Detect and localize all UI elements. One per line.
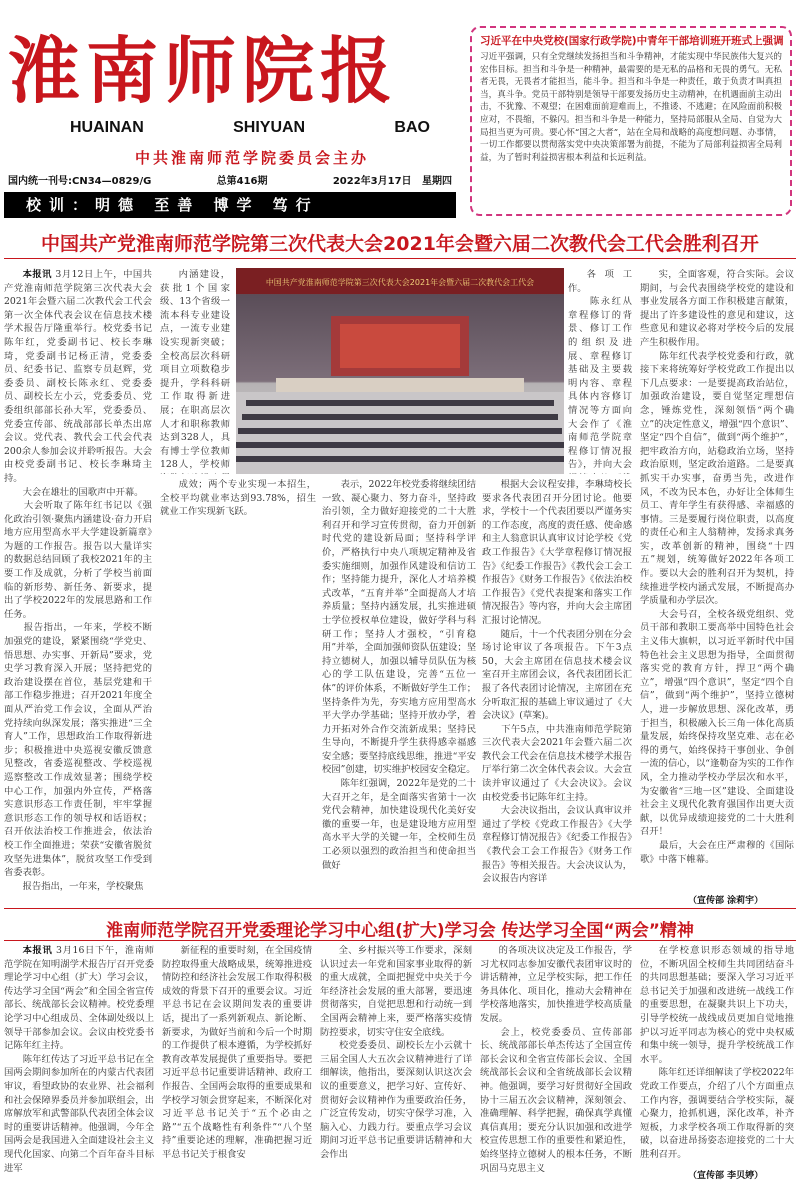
article2-headline: 淮南师范学院召开党委理论学习中心组(扩大)学习会 传达学习全国“两会”精神: [106, 921, 694, 941]
article-text: 3月12日上午，中国共产党淮南师范学院第三次代表大会2021年会暨六届二次教代会工代会第一次全体代表会议在信息技术楼学术报告厅隆重举行。校党委书记陈年红，党委副书记、校长李琳琦，党委副书记杨正清，党委委员、纪委书记、监察专员赵辉，党委委员、副校长陈永红、党委委员、副校长左小云，党委委员、党委组织部部长孙大军，党委委员、党委宣传部、统战部部长单杰出席会议。党代表、教代会工代会代表200余人参加会议并聆听报告。大会由校党委副书记、校长李琳琦主持。 大会在雄壮的国歌声中开幕。 大会听取了陈年红书记以《强化政治引领·聚焦内涵建设·奋力开启地方应用型高水平大学建设新篇章》为题的工作报告。报告以大量详实的数据总结回顾了我校2021年的主要工作及成就，分析了学校当前面临的新形势、新任务、新要求，提出了学校2022年的发展思路和工作任务。 报告指出，一年来，学校不断加强党的建设，紧紧围绕“学党史、悟思想、办实事、开新局”要求，党史学习教育深入开展；坚持把党的政治建设摆在首位，基层党建和干部工作稳步推进；召开2021年度全面从严治党工作会议，全面从严治党持续向纵深发展；落实推进“三全育人”工作，思想政治工作取得新进步；积极推进中央巡视安徽反馈意见整改，省委巡视整改、学校巡视巡察整改工作成效显著；围绕学校中心工作，加强内外宣传，严格落实意识形态工作责任制，牢牢掌握意识形态工作的领导权和话语权；召开依法治校工作推进会，依法治校工作全面推进；荣获“安徽省脱贫攻坚先进集体”，脱贫攻坚工作受到省委表彰。 报告指出，一年来，学校聚焦: [4, 269, 152, 892]
conference-photo: [236, 268, 564, 474]
article-text: 3月16日下午，淮南师范学院在知明湖学术报告厅召开党委理论学习中心组（扩大）学习会议，传达学习全国“两会”和全国全省宣传部长、统战部长会议精神。校党委理论学习中心组成员、全体副处级以上领导干部参加会议。会议由校党委书记陈年红主持。 陈年红传达了习近平总书记在全国两会期间参加所在的内蒙古代表团审议，看望政协的农业界、社会福利和社会保障界委员并参加联组会，出席解放军和武警部队代表团全体会议时的重要讲话精神。他强调，今年全国两会是我国进入全面建设社会主义现代化国家、向第二个百年奋斗目标进军: [4, 945, 154, 1174]
pinyin-word: HUAINAN: [70, 119, 144, 136]
feature-box: [470, 26, 792, 216]
article-text: 的各项决议决定及工作报告，学习尤权同志参加安徽代表团审议时的讲话精神，立足学校实际，把工作任务具体化、项目化，推动大会精神在学校落地落实，加快推进学校高质量发展。 会上，校党委委员、宣传部部长、统战部部长单杰传达了全国宣传部长会议和全省宣传部长会议、全国统战部长会议和全省统战部长会议精神。他强调，要学习好贯彻好全国政协十三届五次会议精神，深刻领会、准确理解、科学把握，确保真学真懂真信真用；要充分认识加强和改进学校宣传思想工作的重要性和紧迫性，始终坚持立德树人的根本任务，不断巩固马克思主义: [480, 945, 632, 1174]
divider: [4, 258, 796, 259]
issue-weekday: 星期四: [422, 176, 452, 187]
issue-date-group: [333, 172, 452, 187]
article1-column-2: [160, 268, 230, 474]
masthead-title: 淮南师院报: [8, 28, 399, 113]
article1-signature: （宣传部 涂莉宇）: [688, 896, 764, 906]
lead-label: 本报讯: [22, 269, 52, 280]
lead-label: 本报讯: [22, 945, 53, 956]
feature-title: 习近平在中央党校(国家行政学院)中青年干部培训班开班式上强调: [480, 35, 784, 47]
article-text: 全、乡村振兴等工作要求，深刻认识过去一年党和国家事业取得的新的重大成就，全面把握党中央关于今年经济社会发展的重大部署，要迅速贯彻落实，自觉把思想和行动统一到全国两会精神上来，要严格落实疫情防控要求，切实守住安全底线。 校党委委员、副校长左小云就十三届全国人大五次会议精神进行了详细解读，他指出，要深刻认识这次会议的重要意义，把学习好、宣传好、贯彻好会议精神作为重要政治任务，广泛宣传发动，切实守保学习准，入脑入心、力践力行。要重点学习会议期间习近平总书记重要讲话精神和大会作出: [320, 945, 472, 1160]
article1-column-5: [640, 268, 794, 890]
sponsor-line: 中共淮南师范学院委员会主办: [134, 149, 369, 167]
pinyin-word: SHIYUAN: [233, 119, 306, 136]
article-text: 表示，2022年校党委将继续团结一致、凝心聚力、努力奋斗，坚持政治引领，全力做好迎接党的二十大胜利召开和学习宣传贯彻，奋力开创新时代党的建设新局面；坚持科学评价，严格执行中央八项规定精神及省委实施细则，加强作风建设和信访工作；坚持能力提升，深化人才培养模式改革，“五育并举”全面提高人才培养质量；坚持内涵发展，扎实推进硕士学位授权单位建设，做好学科与科研工作；坚持人才强校，“引育稳用”并举，全面加强师资队伍建设；坚持立德树人，加强以辅导员队伍为核心的学工队伍建设，完善“五位一体”的评价体系，不断做好学生工作；坚持条件为先，夯实地方应用型高水平大学办学基础；坚持开放办学，着力开拓对外合作交流新成果；坚持民生导向，不断提升学生获得感幸福感安全感；要坚持底线思维，推进“平安校园”创建，切实维护校园安全稳定。 陈年红强调，2022年是党的二十大召开之年，是全面落实省第十一次党代会精神，加快建设现代化美好安徽的重要一年，也是建设地方应用型高水平大学的关键一年，全校师生员工必须以强烈的政治担当和使命担当做好: [322, 479, 476, 871]
article-text: 在学校意识形态领域的指导地位，不断巩固全校师生共同团结奋斗的共同思想基础；要深入学习习近平总书记关于加强和改进统一战线工作的重要思想，在凝聚共识上下功夫，引导学校统一战线成员更加自觉地推护以习近平同志为核心的党中央权威和集中统一领导，提升学校统战工作水平。 陈年红还详细解读了学校2022年党政工作要点，介绍了八个方面重点工作内容，强调要结合学校实际，凝心聚力，抢抓机遇，深化改革，补齐短板，力求学校各项工作取得新的突破，以奋进昂扬姿态迎接党的二十大胜利召开。: [640, 945, 794, 1160]
masthead-pinyin: [70, 119, 430, 137]
article2-column-2: [162, 944, 312, 1179]
divider: [4, 908, 796, 909]
article1-headline: 中国共产党淮南师范学院第三次代表大会2021年会暨六届二次教代会工代会胜利召开: [41, 233, 759, 255]
article-text: 成效；两个专业实现一本招生，全校平均就业率达到93.78%，招生就业工作实现新飞跃。: [160, 479, 316, 518]
photo-banner: 中国共产党淮南师范学院第三次代表大会2021年会暨六届二次教代会工代会: [265, 278, 535, 287]
issue-number: 总第416期: [216, 176, 268, 187]
conference-hall-illustration: [236, 268, 564, 474]
feature-body: 习近平强调，只有全党继续发扬担当和斗争精神，才能实现中华民族伟大复兴的宏伟目标。担当和斗争是一种精神，最需要的是无私的品格和无畏的勇气。无私者无畏，无畏者才能担当，能斗争。担当和斗争是一种责任，敢于负责才叫真担当，真斗争。党员干部特别是领导干部要发扬历史主动精神，在机遇面前主动出击，不犹豫、不观望；在困难面前迎难而上，不推诿、不逃避；在风险面前积极应对，不畏缩，不躲闪。担当和斗争是一种能力，坚持局部服从全局、自觉为大局担当更为可贵。要心怀“国之大者”，站在全局和战略的高度想问题、办事情，一切工作都要以贯彻落实党中央决策部署为前提，不能为了局部利益损害全局利益，为了暂时利益损害根本利益和长远利益。: [480, 52, 782, 163]
article1-column-2b: [160, 478, 316, 904]
article-text: 内涵建设，获批1个国家级、13个省级一流本科专业建设点，一流专业建设实现新突破；全校高层次科研项目立项数稳步提升，学科科研工作取得新进展；在职高层次人才和职称教师达到328人，具有博士学位教师128人，学校师: [160, 269, 230, 471]
article1-column-3: [322, 478, 476, 904]
pinyin-word: BAO: [394, 119, 430, 136]
article-text: 各项工作。 陈永红从章程修订的背景、修订工作的组织及进展、章程修订基础及主要载明内容、章程具体内容修订情况等方面向大会作了《淮南师范学院章程修订情况报告》，并向大会: [568, 269, 632, 471]
article2-column-3: [320, 944, 472, 1179]
article-text: 根据大会议程安排，李琳琦校长要求各代表团召开分团讨论。他要求，学校十一个代表团要以严谨务实的工作态度，高度的责任感、使命感和主人翁意识认真审议讨论学校《党政工作报告》《大学章程修订情况报告》《纪委工作报告》《教代会工会工作报告》《财务工作报告》《依法治校工作报告》《党代表提案和落实工作情况报告》等内容，并向大会主席团汇报讨论情况。 随后，十一个代表团分别在分会场讨论审议了各项报告。下午3点50，大会主席团在信息技术楼会议室召开主席团会议，各代表团团长汇报了各代表团讨论情况，主席团在充分听取汇报的基础上审议通过了《大会决议》(草案)。 下午5点，中共淮南师范学院第三次代表大会2021年会暨六届二次教代会工代会在信息技术楼学术报告厅举行第二次全体代表会议。大会宣读并审议通过了《大会决议》。会议由校党委书记陈年红主持。 大会决议指出，会议认真审议并通过了学校《党政工作报告》《大学章程修订情况报告》《纪委工作报告》《教代会工会工作报告》《财务工作报告》等相关报告。大会决议认为，会议报告内容详: [482, 479, 632, 885]
issue-date: 2022年3月17日: [332, 176, 412, 187]
article-text: 新征程的重要时刻，在全国疫情防控取得重大战略成果，统筹推进疫情防控和经济社会发展工作取得积极成效的背景下召开的重要会议。习近平总书记在会议期间发表的重要讲话，提出了一系列新观点、新论断、新要求，为做好当前和今后一个时期的工作提供了根本遵循，为学校抓好教育改革发展提供了重要指导。要把习近平总书记重要讲话精神、政府工作报告、全国两会取得的重要成果和学校学习领会贯穿起来，不断深化对习近平总书记关于“五个必由之路”“五个战略性有利条件”“八个坚持”重要论述的理解，准确把握习近平总书记关于根食安: [162, 945, 312, 1160]
article2-signature: （宣传部 李贝婷）: [688, 1171, 764, 1181]
article2-column-1: [4, 944, 154, 1179]
issn: 国内统一刊号:CN34—0829/G: [8, 176, 152, 187]
divider: [4, 940, 796, 941]
article1-column-4b: [482, 478, 632, 904]
issue-info-bar: [4, 171, 456, 188]
school-motto: 校训：明德 至善 博学 笃行: [4, 192, 456, 218]
article1-column-4a: [568, 268, 632, 474]
article1-column-1: [4, 268, 152, 904]
article2-column-4: [480, 944, 632, 1179]
article-text: 实，全面客观，符合实际。会议期间，与会代表围绕学校党的建设和事业发展各方面工作积极建言献策，提出了许多建设性的意见和建议，这些意见和建议必将对学校今后的发展产生积极作用。 陈年红代表学校党委和行政，就接下来将统筹好学校党政工作提出以下几点要求：一是要提高政治站位，加强政治建设，要自觉坚定理想信念，锤炼党性，深刻领悟“两个确立”的决定性意义，增强“四个意识”、坚定“四个自信”，做到“两个维护”，把牢政治方向，站稳政治立场，坚持政治原则，坚定政治道路。二是要真抓实干办实事，奋勇当先，改进作风，不改为民本色，办好让全体师生员工、青年学生有获得感、幸福感的事情。三是要履行岗位职责，以高度的责任心和主人翁精神，发扬求真务实，改革创新的精神，围绕“十四五”规划，统筹做好2022年各项工作。要以大会的胜利召开为契机，持续推进学校内涵式发展，不断提高办学质量和办学层次。 大会号召，全校各级党组织、党员干部和教职工要高举中国特色社会主义伟大旗帜，以习近平新时代中国特色社会主义思想为指导，全面贯彻落实党的教育方针，捍卫“两个确立”，增强“四个意识”，坚定“四个自信”，做到“两个维护”，坚持立德树人，进一步解放思想、深化改革，勇于担当，积极融入长三角一体化高质量发展，始终保持攻坚克难、志在必得的勇气，始终保持干事创业、争创一流的信心，以“逢勒奋为实的工作作风，全力推动学校办学层次和水平，为安徽省“三地一区”建设、全面建设社会主义现代化教育强国作出更大贡献，以优异成绩迎接党的二十大胜利召开！ 最后，大会在庄严肃穆的《国际歌》中落下帷幕。: [640, 269, 794, 865]
article2-column-5: [640, 944, 794, 1166]
